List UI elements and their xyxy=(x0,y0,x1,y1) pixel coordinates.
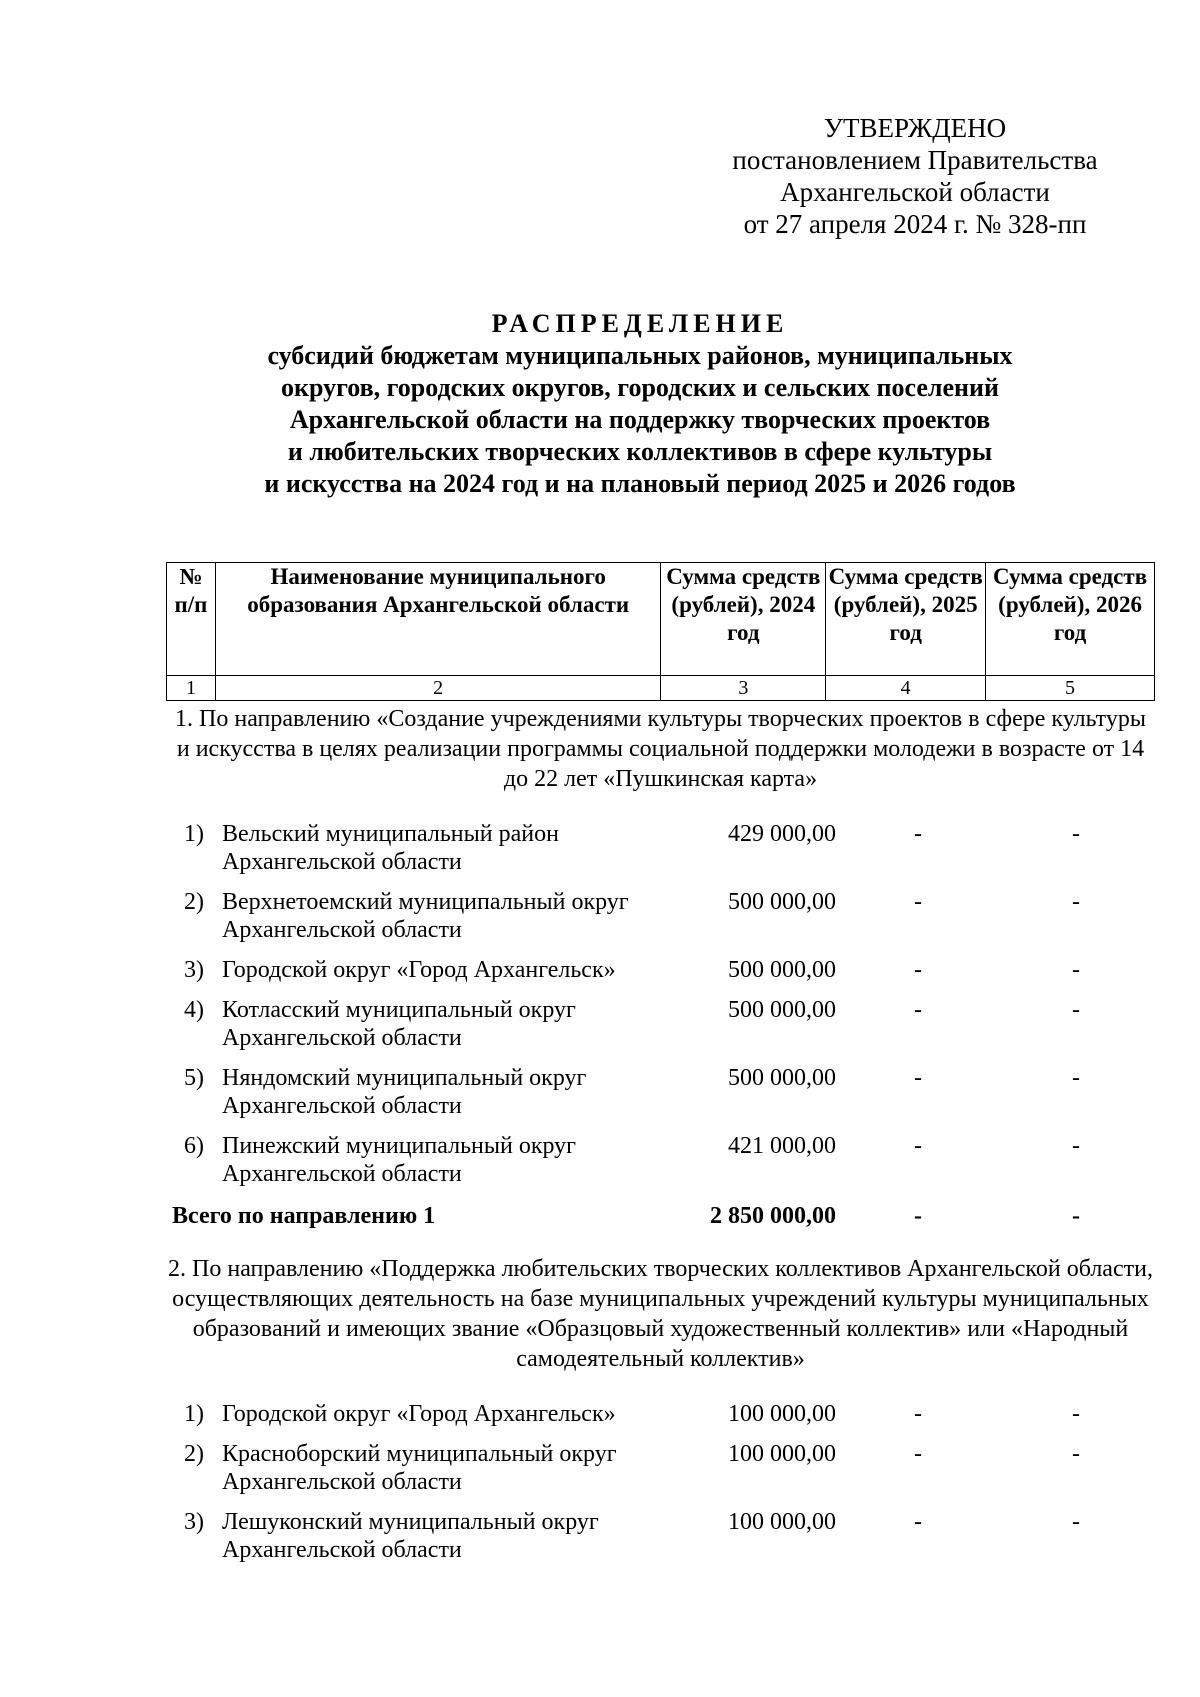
municipality-name: Вельский муниципальный район Архангельской области xyxy=(222,821,559,875)
title-line-2: округов, городских округов, городских и сельских поселений xyxy=(280,373,999,402)
amount-2024: 429 000,00 xyxy=(728,821,836,847)
municipality-name: Красноборский муниципальный округ Архангельской области xyxy=(222,1441,617,1495)
table-row xyxy=(166,996,1155,1056)
section-2-heading: 2. По направлению «Поддержка любительских творческих коллективов Архангельской области, осуществляющих деятельность на базе муниципальных учреждений культуры муниципальных образований и имеющих звание «Образцовый художественный коллектив» или «Народный самодеятельный коллектив» xyxy=(168,1256,1153,1372)
col-index: 5 xyxy=(986,676,1155,701)
col-2026-header: Сумма средств (рублей), 2026 год xyxy=(986,563,1155,676)
approval-line-4: от 27 апреля 2024 г. № 328-пп xyxy=(743,209,1087,239)
municipality-name: Няндомский муниципальный округ Архангельской области xyxy=(222,1065,587,1119)
row-number: 2) xyxy=(184,1441,204,1467)
amount-2026: - xyxy=(1072,957,1080,983)
col-index: 4 xyxy=(826,676,986,701)
amount-2026: - xyxy=(1072,1401,1080,1427)
total-label: Всего по направлению 1 xyxy=(172,1203,436,1229)
amount-2026: - xyxy=(1072,1133,1080,1159)
municipality-name: Городской округ «Город Архангельск» xyxy=(222,957,616,983)
table-row xyxy=(166,888,1155,948)
municipality-name: Котласский муниципальный округ Архангельской области xyxy=(222,997,576,1051)
amount-2026: - xyxy=(1072,1441,1080,1467)
amount-2024: 100 000,00 xyxy=(728,1509,836,1535)
amount-2024: 100 000,00 xyxy=(728,1441,836,1467)
total-2026: - xyxy=(1072,1203,1080,1229)
amount-2025: - xyxy=(914,957,922,983)
table-header xyxy=(166,562,1155,701)
table-row xyxy=(166,1508,1155,1568)
row-number: 3) xyxy=(184,957,204,983)
col-2024-header: Сумма средств (рублей), 2024 год xyxy=(661,563,826,676)
amount-2025: - xyxy=(914,1509,922,1535)
approval-line-1: УТВЕРЖДЕНО xyxy=(823,113,1007,143)
amount-2026: - xyxy=(1072,1509,1080,1535)
approval-line-3: Архангельской области xyxy=(780,177,1050,207)
row-number: 1) xyxy=(184,821,204,847)
municipality-name: Верхнетоемский муниципальный округ Архангельской области xyxy=(222,889,629,943)
title-line-3: Архангельской области на поддержку творческих проектов xyxy=(289,405,991,434)
col-index: 3 xyxy=(661,676,826,701)
amount-2026: - xyxy=(1072,1065,1080,1091)
table-row xyxy=(166,820,1155,880)
municipality-name: Лешуконский муниципальный округ Архангельской области xyxy=(222,1509,599,1563)
document-title xyxy=(140,308,1140,500)
approval-line-2: постановлением Правительства xyxy=(732,145,1098,175)
title-line-1: субсидий бюджетам муниципальных районов, муниципальных xyxy=(267,341,1013,370)
row-number: 6) xyxy=(184,1133,204,1159)
title-line-4: и любительских творческих коллективов в сфере культуры xyxy=(287,437,993,466)
municipality-name: Городской округ «Город Архангельск» xyxy=(222,1401,616,1427)
amount-2024: 500 000,00 xyxy=(728,957,836,983)
amount-2024: 100 000,00 xyxy=(728,1401,836,1427)
total-row xyxy=(166,1202,1155,1262)
approval-block xyxy=(700,112,1130,240)
amount-2025: - xyxy=(914,1133,922,1159)
amount-2024: 500 000,00 xyxy=(728,889,836,915)
table-row xyxy=(166,1064,1155,1124)
total-2025: - xyxy=(914,1203,922,1229)
section-1-heading: 1. По направлению «Создание учреждениями культуры творческих проектов в сфере культуры и искусства в целях реализации программы социальной поддержки молодежи в возрасте от 14 до 22 лет «Пушкинская карта» xyxy=(175,706,1146,792)
table-row xyxy=(166,1132,1155,1192)
total-2024: 2 850 000,00 xyxy=(710,1203,836,1229)
col-index: 1 xyxy=(167,676,216,701)
amount-2026: - xyxy=(1072,889,1080,915)
amount-2026: - xyxy=(1072,821,1080,847)
amount-2025: - xyxy=(914,1401,922,1427)
municipality-name: Пинежский муниципальный округ Архангельской области xyxy=(222,1133,577,1187)
row-number: 2) xyxy=(184,889,204,915)
amount-2025: - xyxy=(914,997,922,1023)
title-heading: РАСПРЕДЕЛЕНИЕ xyxy=(491,309,789,338)
amount-2025: - xyxy=(914,1065,922,1091)
col-2025-header: Сумма средств (рублей), 2025 год xyxy=(826,563,986,676)
amount-2024: 500 000,00 xyxy=(728,1065,836,1091)
amount-2024: 421 000,00 xyxy=(728,1133,836,1159)
row-number: 1) xyxy=(184,1401,204,1427)
amount-2024: 500 000,00 xyxy=(728,997,836,1023)
title-line-5: и искусства на 2024 год и на плановый период 2025 и 2026 годов xyxy=(264,469,1016,498)
col-number-header: № п/п xyxy=(167,563,216,676)
amount-2026: - xyxy=(1072,997,1080,1023)
row-number: 5) xyxy=(184,1065,204,1091)
row-number: 4) xyxy=(184,997,204,1023)
row-number: 3) xyxy=(184,1509,204,1535)
col-name-header: Наименование муниципального образования Архангельской области xyxy=(215,563,660,676)
col-index: 2 xyxy=(215,676,660,701)
amount-2025: - xyxy=(914,821,922,847)
table-row xyxy=(166,1440,1155,1500)
amount-2025: - xyxy=(914,889,922,915)
amount-2025: - xyxy=(914,1441,922,1467)
